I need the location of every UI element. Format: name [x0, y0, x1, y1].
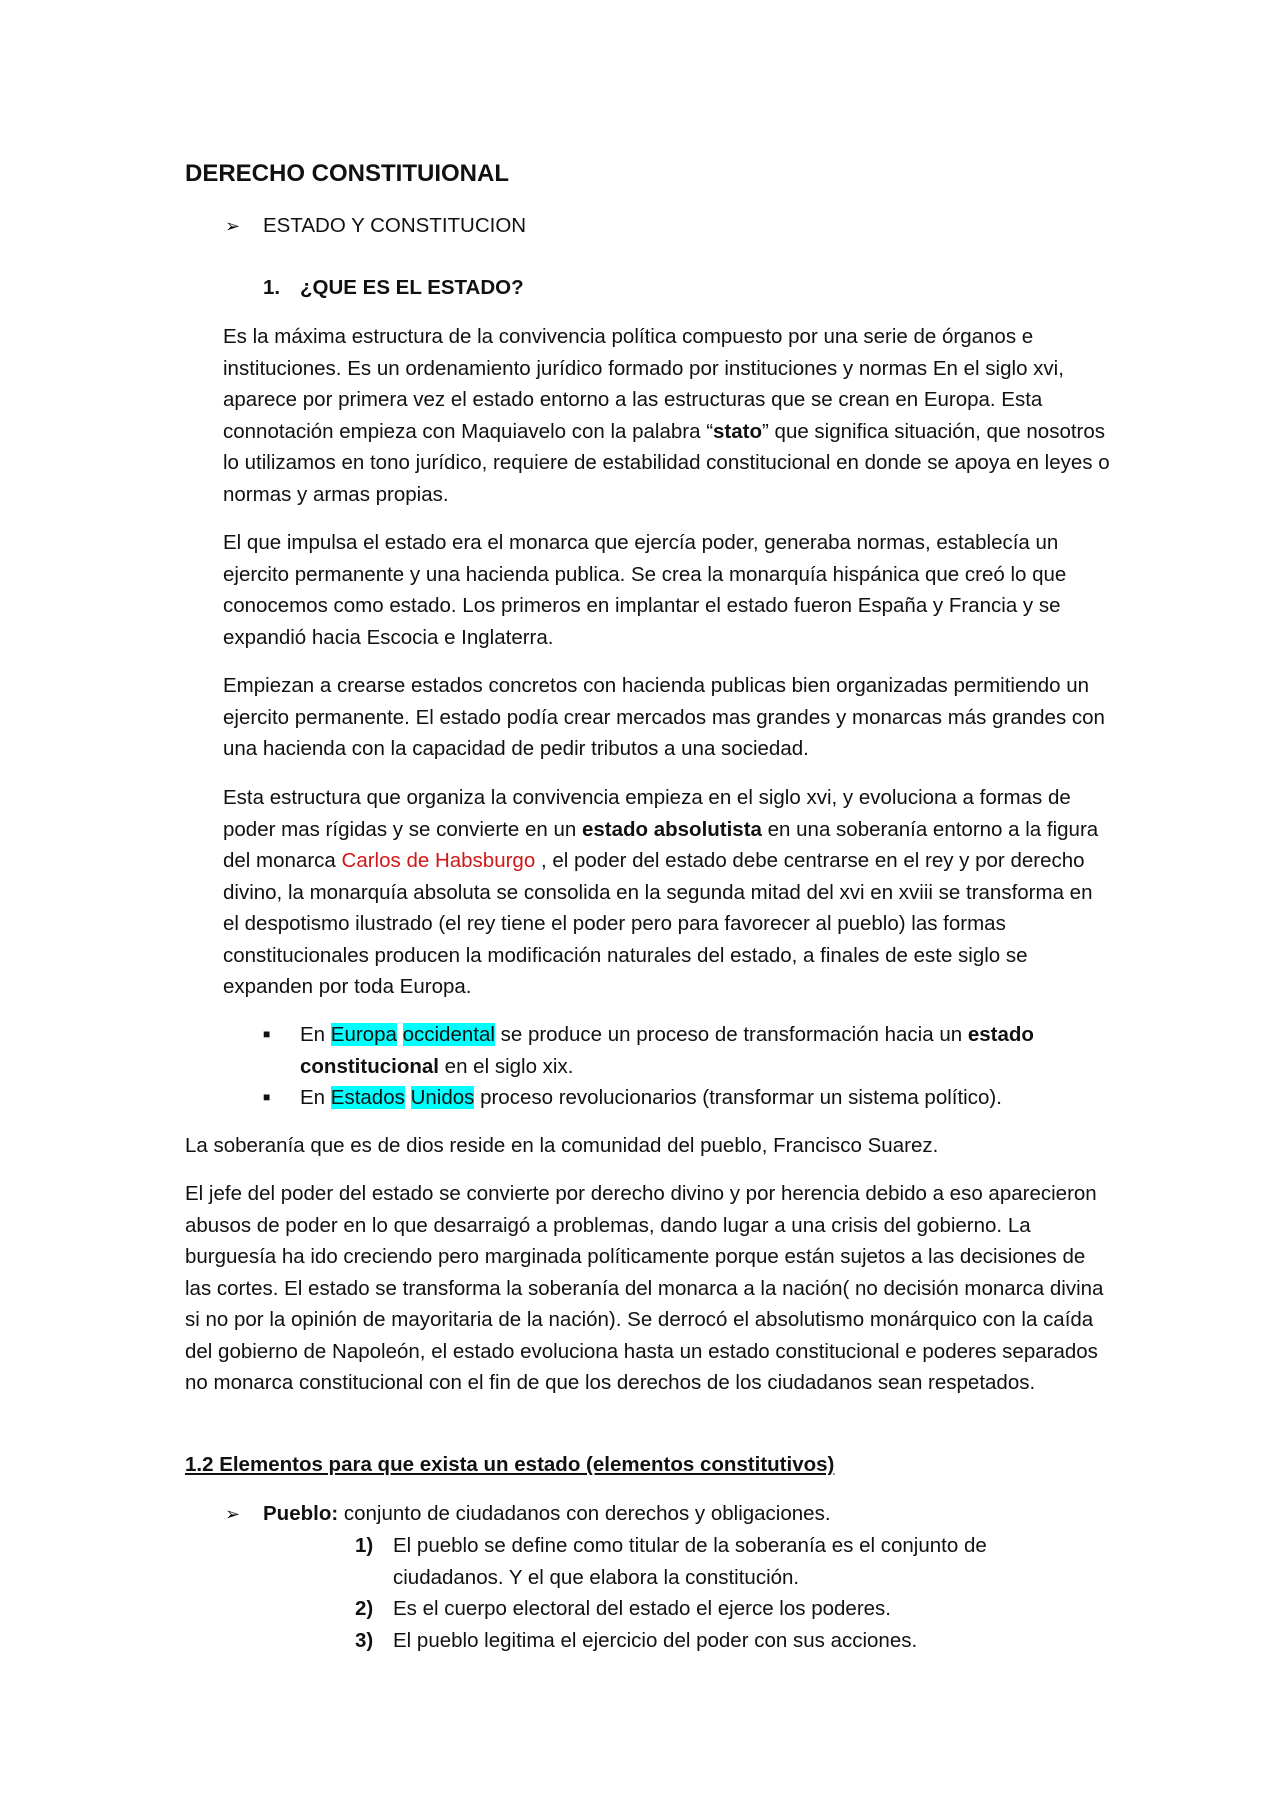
pueblo-item: [185, 1498, 831, 1531]
highlight-unidos: Unidos: [410, 1086, 475, 1109]
arrow-bullet-icon: ➢: [225, 216, 241, 236]
paragraph-5: La soberanía que es de dios reside en la comunidad del pueblo, Francisco Suarez.: [185, 1134, 939, 1157]
paragraph-1: [223, 321, 1113, 510]
p1-text-c: ” que significa situación, que nosotros lo utilizamos en tono jurídico, requiere de estabilidad constitucional en donde se apoya en leyes o normas y armas propias.: [223, 419, 1110, 506]
highlight-europa: Europa: [330, 1023, 397, 1046]
p1-text-a: Es la máxima estructura de la convivencia política compuesto por una serie de órganos e instituciones. Es un ordenamiento jurídico formado por instituciones y normas En el siglo xvi, aparece por primera vez el estado entorno a las estructuras que se crean en Europa. Esta connotación empieza con Maquiavelo con la palabra “: [223, 325, 1064, 443]
paragraph-4: [223, 782, 1113, 1003]
p4-text-a: Esta estructura que organiza la convivencia empieza en el siglo xvi, y evoluciona a formas de poder mas rígidas y se convierte en un: [223, 786, 1071, 841]
bold-estado-constitucional: estado constitucional: [300, 1023, 1034, 1078]
paragraph-6: El jefe del poder del estado se convierte por derecho divino y por herencia debido a eso aparecieron abusos de poder en lo que desarraigó a problemas, dando lugar a una crisis del gobierno. La burguesía ha ido creciendo pero marginada políticamente porque están sujetos a las decisiones de las cortes. El estado se transforma la soberanía del monarca a la nación( no decisión monarca divina si no por la opinión de mayoritaria de la nación). Se derrocó el absolutismo monárquico con la caída del gobierno de Napoleón, el estado evoluciona hasta un estado constitucional e poderes separados no monarca constitucional con el fin de que los derechos de los ciudadanos sean respetados.: [185, 1182, 1104, 1394]
p4-bold-absolutista: estado absolutista: [581, 817, 762, 841]
bullet-item-1: ■ En Europa occidental se produce un proceso de transformación hacia un estado constitucional en el siglo xix.: [263, 1019, 1113, 1082]
square-bullet-icon: ■: [263, 1027, 271, 1041]
arrow-bullet-icon: ➢: [225, 1504, 241, 1524]
question-text: ¿QUE ES EL ESTADO?: [300, 276, 524, 299]
section-label: ESTADO Y CONSTITUCION: [263, 214, 527, 237]
question-number: 1.: [263, 276, 281, 299]
square-bullet-icon: ■: [263, 1090, 271, 1104]
section-heading-1-2: 1.2 Elementos para que exista un estado (elementos constitutivos): [185, 1453, 835, 1476]
document-title: DERECHO CONSTITUIONAL: [185, 160, 509, 187]
pueblo-label: Pueblo:: [263, 1502, 339, 1525]
bullet-item-2: ■ En Estados Unidos proceso revolucionarios (transformar un sistema político).: [263, 1082, 1113, 1114]
p4-text-e: , el poder del estado debe centrarse en el rey y por derecho divino, la monarquía absoluta se consolida en la segunda mitad del xvi en xviii se transforma en el despotismo ilustrado (el rey tiene el poder pero para favorecer al pueblo) las formas constitucionales producen la modificación naturales del estado, a finales de este siglo se expanden por toda Europa.: [223, 849, 1093, 998]
section-item: [185, 210, 526, 243]
pueblo-list: [355, 1530, 1075, 1656]
highlight-estados: Estados: [330, 1086, 405, 1109]
pueblo-text: conjunto de ciudadanos con derechos y obligaciones.: [338, 1502, 831, 1525]
paragraph-2: El que impulsa el estado era el monarca que ejercía poder, generaba normas, establecía un ejercito permanente y una hacienda publica. Se crea la monarquía hispánica que creó lo que conocemos como estado. Los primeros en implantar el estado fueron España y Francia y se expandió hacia Escocia e Inglaterra.: [223, 531, 1067, 649]
highlight-occidental: occidental: [402, 1023, 495, 1046]
p1-bold-stato: stato: [713, 419, 763, 443]
p4-text-c: en una soberanía entorno a la figura del monarca: [223, 817, 1099, 872]
list-item: 1) El pueblo se define como titular de la soberanía es el conjunto de ciudadanos. Y el que elabora la constitución.: [355, 1534, 987, 1589]
list-item: 3) El pueblo legitima el ejercicio del poder con sus acciones.: [355, 1628, 918, 1652]
list-item: 2) Es el cuerpo electoral del estado el ejerce los poderes.: [355, 1597, 891, 1620]
p4-red-carlos: Carlos de Habsburgo: [341, 849, 536, 872]
paragraph-3: Empiezan a crearse estados concretos con hacienda publicas bien organizadas permitiendo un ejercito permanente. El estado podía crear mercados mas grandes y monarcas más grandes con una hacienda con la capacidad de pedir tributos a una sociedad.: [223, 674, 1105, 760]
question-heading: [263, 272, 524, 304]
